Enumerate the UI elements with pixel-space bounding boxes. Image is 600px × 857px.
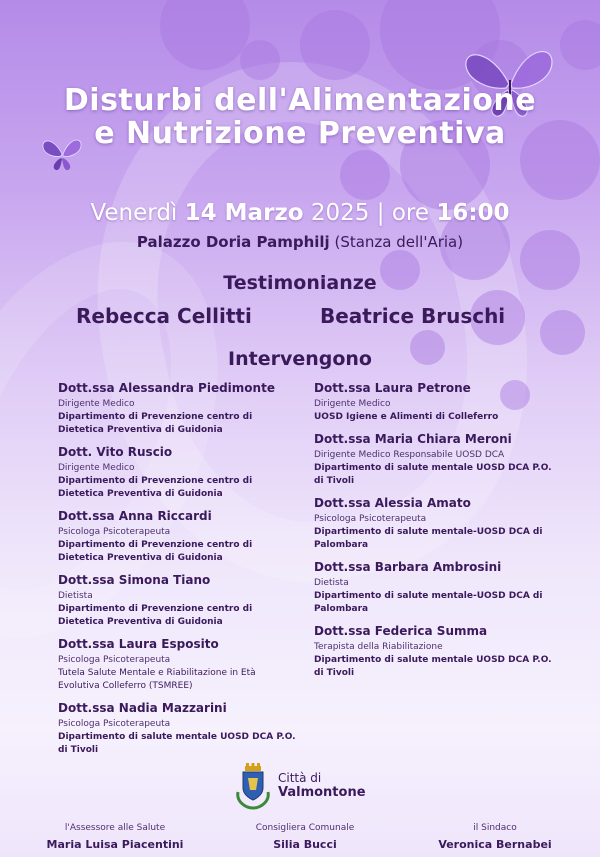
speaker-role: Psicologa Psicoterapeuta bbox=[58, 719, 171, 729]
speaker-department: Dipartimento di salute mentale UOSD DCA P.O. di Tivoli bbox=[314, 655, 552, 678]
speaker-role: Psicologa Psicoterapeuta bbox=[314, 514, 427, 524]
signature-block bbox=[40, 822, 190, 853]
city-logo-text bbox=[278, 772, 366, 800]
signature-name: Maria Luisa Piacentini bbox=[46, 838, 184, 851]
speaker-name: Dott.ssa Nadia Mazzarini bbox=[58, 701, 227, 715]
speaker-name: Dott.ssa Barbara Ambrosini bbox=[314, 560, 502, 574]
time-prefix: ore bbox=[391, 200, 430, 226]
speaker-role: Dirigente Medico bbox=[314, 399, 391, 409]
speaker-department: Dipartimento di Prevenzione centro di Dietetica Preventiva di Guidonia bbox=[58, 604, 253, 627]
speaker-entry bbox=[58, 380, 298, 437]
speaker-role: Dirigente Medico bbox=[58, 463, 135, 473]
speakers-heading: Intervengono bbox=[228, 348, 372, 370]
testimonial-name: Rebecca Cellitti bbox=[76, 304, 252, 328]
speaker-role: Psicologa Psicoterapeuta bbox=[58, 655, 171, 665]
city-prefix: Città di bbox=[278, 771, 322, 785]
day-name: Venerdì bbox=[90, 200, 178, 226]
year: 2025 bbox=[310, 200, 370, 226]
venue-name: Palazzo Doria Pamphilj bbox=[136, 233, 330, 251]
speaker-department: UOSD Igiene e Alimenti di Colleferro bbox=[314, 412, 499, 422]
signature-role: Consigliera Comunale bbox=[255, 823, 355, 833]
speaker-entry bbox=[58, 636, 298, 693]
signature-role: il Sindaco bbox=[473, 823, 517, 833]
speaker-entry bbox=[58, 700, 298, 757]
speaker-department: Dipartimento di Prevenzione centro di Dietetica Preventiva di Guidonia bbox=[58, 476, 253, 499]
speaker-entry bbox=[58, 444, 298, 501]
speaker-name: Dott.ssa Laura Petrone bbox=[314, 381, 471, 395]
signature-block bbox=[240, 822, 370, 853]
venue-room: (Stanza dell'Aria) bbox=[334, 233, 464, 251]
speaker-role: Dirigente Medico Responsabile UOSD DCA bbox=[314, 450, 505, 460]
testimonials-list bbox=[0, 304, 600, 332]
event-title bbox=[0, 84, 600, 150]
speaker-name: Dott.ssa Alessandra Piedimonte bbox=[58, 381, 275, 395]
signature-name: Silia Bucci bbox=[273, 838, 337, 851]
speaker-department: Dipartimento di Prevenzione centro di Dietetica Preventiva di Guidonia bbox=[58, 412, 253, 435]
speaker-name: Dott.ssa Anna Riccardi bbox=[58, 509, 212, 523]
signature-block bbox=[425, 822, 565, 853]
title-line-1: Disturbi dell'Alimentazione bbox=[63, 83, 537, 118]
speaker-department: Dipartimento di salute mentale UOSD DCA P.O. di Tivoli bbox=[314, 463, 552, 486]
speaker-entry bbox=[314, 380, 564, 424]
speaker-role: Dietista bbox=[58, 591, 93, 601]
speaker-name: Dott. Vito Ruscio bbox=[58, 445, 173, 459]
city-name: Valmontone bbox=[278, 785, 366, 800]
separator: | bbox=[376, 200, 385, 226]
speaker-department: Dipartimento di salute mentale-UOSD DCA di Palombara bbox=[314, 591, 543, 614]
speaker-role: Terapista della Riabilitazione bbox=[314, 642, 443, 652]
speaker-department: Dipartimento di Prevenzione centro di Dietetica Preventiva di Guidonia bbox=[58, 540, 253, 563]
speaker-entry bbox=[58, 508, 298, 565]
signature-role: l'Assessore alle Salute bbox=[64, 823, 166, 833]
speaker-name: Dott.ssa Maria Chiara Meroni bbox=[314, 432, 512, 446]
testimonial-name: Beatrice Bruschi bbox=[320, 304, 506, 328]
speaker-department: Dipartimento di salute mentale-UOSD DCA di Palombara bbox=[314, 527, 543, 550]
speakers-column-right bbox=[314, 380, 564, 687]
speaker-name: Dott.ssa Simona Tiano bbox=[58, 573, 211, 587]
event-time: 16:00 bbox=[436, 200, 510, 226]
speaker-department: Dipartimento di salute mentale UOSD DCA P.O. di Tivoli bbox=[58, 732, 296, 755]
speaker-name: Dott.ssa Alessia Amato bbox=[314, 496, 471, 510]
city-crest-icon bbox=[234, 762, 272, 810]
speaker-entry bbox=[58, 572, 298, 629]
day-date: 14 Marzo bbox=[184, 200, 304, 226]
speaker-entry bbox=[314, 623, 564, 680]
speaker-entry bbox=[314, 495, 564, 552]
signature-name: Veronica Bernabei bbox=[438, 838, 552, 851]
speaker-role: Dietista bbox=[314, 578, 349, 588]
speaker-department: Tutela Salute Mentale e Riabilitazione in Età Evolutiva Colleferro (TSMREE) bbox=[58, 668, 256, 691]
testimonials-heading: Testimonianze bbox=[223, 272, 377, 294]
speaker-role: Psicologa Psicoterapeuta bbox=[58, 527, 171, 537]
speakers-column-left bbox=[58, 380, 298, 764]
speaker-entry bbox=[314, 559, 564, 616]
speaker-name: Dott.ssa Federica Summa bbox=[314, 624, 488, 638]
speaker-entry bbox=[314, 431, 564, 488]
event-venue bbox=[0, 233, 600, 251]
speaker-role: Dirigente Medico bbox=[58, 399, 135, 409]
speaker-name: Dott.ssa Laura Esposito bbox=[58, 637, 219, 651]
event-date-line bbox=[0, 200, 600, 226]
title-line-2: e Nutrizione Preventiva bbox=[94, 116, 506, 151]
